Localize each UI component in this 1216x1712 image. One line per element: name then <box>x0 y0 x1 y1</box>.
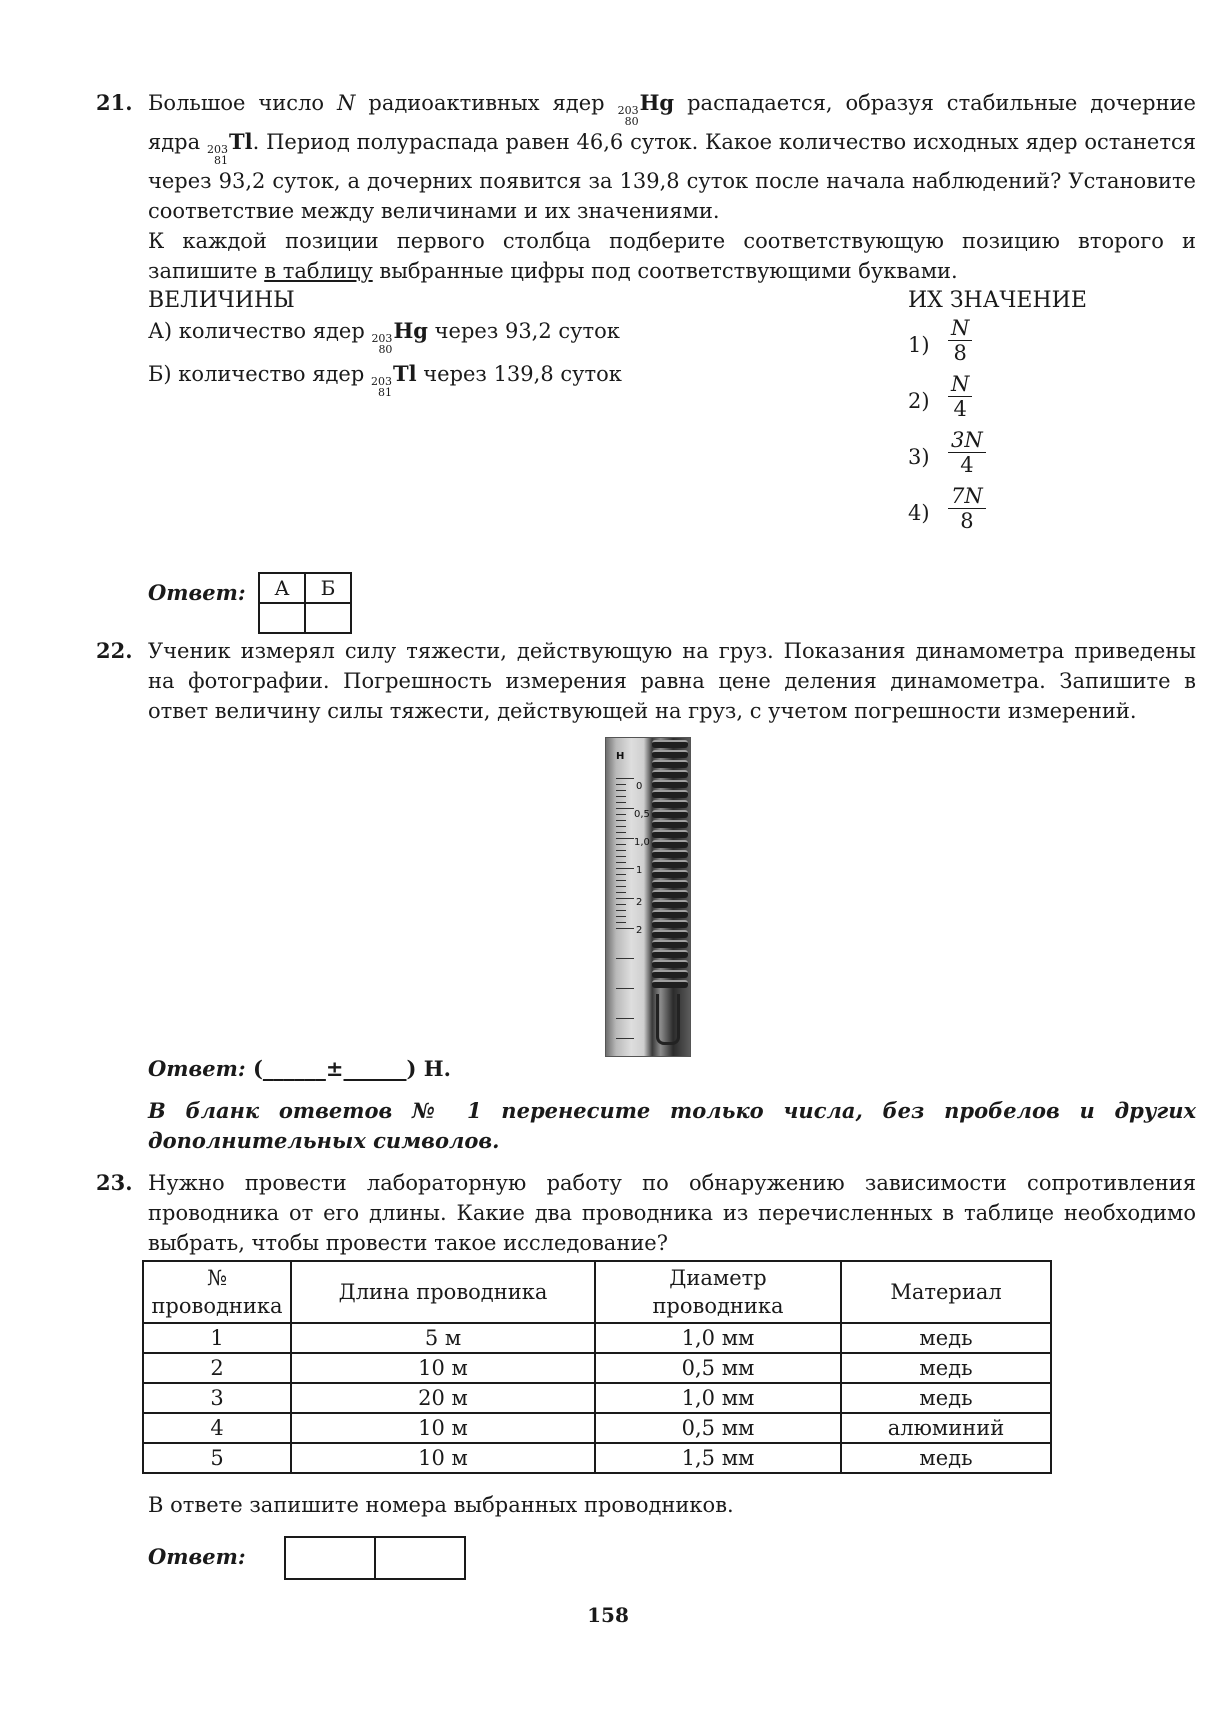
photo-label-1: 1 <box>636 865 643 876</box>
values-column <box>908 286 1168 540</box>
option-3: 3) $\frac{3N}{4}$ <box>908 428 1168 484</box>
table-row: 3 20 м 1,0 мм медь <box>143 1383 1051 1413</box>
values-heading: ИХ ЗНАЧЕНИЕ <box>908 288 1087 313</box>
option-4: 4) $\frac{7N}{8}$ <box>908 484 1168 540</box>
table-row: 2 10 м 0,5 мм медь <box>143 1353 1051 1383</box>
matching-columns <box>148 286 1196 536</box>
answer-table-21 <box>258 572 352 634</box>
problem-23-text: Нужно провести лабораторную работу по обнаружению зависимости сопротивления проводника от его длины. Какие два проводника из перечисленных в таблице необходимо выбрать, чтобы провести такое исследование? <box>148 1171 1196 1255</box>
table-row: 1 5 м 1,0 мм медь <box>143 1323 1051 1353</box>
dynamometer-photo <box>605 737 691 1057</box>
answer-head-b: Б <box>305 573 351 603</box>
problem-number: 23. <box>96 1170 133 1195</box>
item-a: А) количество ядер 203 80 Hg через 93,2 суток <box>148 318 620 356</box>
photo-label-unit: Н <box>616 751 625 762</box>
problem-number: 21. <box>96 90 133 115</box>
isotope-tl: 203 81 Tl <box>206 129 253 167</box>
item-b: Б) количество ядер 203 81 Tl через 139,8 суток <box>148 361 622 399</box>
quantities-heading: ВЕЛИЧИНЫ <box>148 288 295 313</box>
col-number: № проводника <box>143 1261 291 1323</box>
problem-23-after: В ответе запишите номера выбранных проводников. <box>148 1493 734 1517</box>
problem-number: 22. <box>96 638 133 663</box>
answer-cell-1[interactable] <box>285 1537 375 1579</box>
problem-22-answer <box>96 1054 1196 1156</box>
problem-21-instructions: К каждой позиции первого столбца подберите соответствующую позицию второго и запишите в таблицу выбранные цифры под соответствующими буквами. <box>148 229 1196 283</box>
table-row: 5 10 м 1,5 мм медь <box>143 1443 1051 1473</box>
answer-cell-2[interactable] <box>375 1537 465 1579</box>
answer-head-a: А <box>259 573 305 603</box>
table-row: 4 10 м 0,5 мм алюминий <box>143 1413 1051 1443</box>
option-1: 1) $\frac{N}{8}$ <box>908 316 1168 372</box>
answer-table-23 <box>284 1536 466 1580</box>
isotope-hg: 203 80 Hg <box>617 90 675 128</box>
photo-label-2a: 2 <box>636 897 643 908</box>
answer-cell-a[interactable] <box>259 603 305 633</box>
photo-label-0: 0 <box>636 781 643 792</box>
problem-22 <box>96 636 1196 726</box>
problem-22-text: Ученик измерял силу тяжести, действующую на груз. Показания динамометра приведены на фотографии. Погрешность измерения равна цене деления динамометра. Запишите в ответ величину силы тяжести, действующей на груз, с учетом погрешности измерений. <box>148 639 1196 723</box>
problem-21 <box>96 88 1196 638</box>
answer-line-22: Ответ: (______±______) Н. <box>148 1056 451 1081</box>
col-length: Длина проводника <box>291 1261 595 1323</box>
problem-23 <box>96 1168 1196 1602</box>
photo-label-05: 0,5 <box>634 809 650 820</box>
answer-label: Ответ: <box>148 1544 246 1569</box>
photo-label-10: 1,0 <box>634 837 650 848</box>
photo-label-2b: 2 <box>636 925 643 936</box>
transfer-note: В бланк ответов № 1 перенесите только числа, без пробелов и других дополнительных символов. <box>148 1098 1196 1153</box>
conductors-table <box>142 1260 1052 1474</box>
answer-row-21 <box>148 578 1196 638</box>
problem-21-text: Большое число N радиоактивных ядер 203 80 Hg распадается, образуя стабильные дочерние ядра 203 81 Tl. Период полураспада равен 46,6 суток. Какое количество исходных ядер останется через 93,2 суток, а дочерних появится за 139,8 суток после начала наблюдений? Установите соответствие между величинами и их значениями. <box>148 90 1196 223</box>
answer-label: Ответ: <box>148 580 246 605</box>
col-diameter: Диаметр проводника <box>595 1261 841 1323</box>
answer-row-23 <box>148 1542 1196 1602</box>
option-2: 2) $\frac{N}{4}$ <box>908 372 1168 428</box>
col-material: Материал <box>841 1261 1051 1323</box>
page-number: 158 <box>587 1603 629 1627</box>
quantities-column <box>148 286 848 398</box>
answer-cell-b[interactable] <box>305 603 351 633</box>
